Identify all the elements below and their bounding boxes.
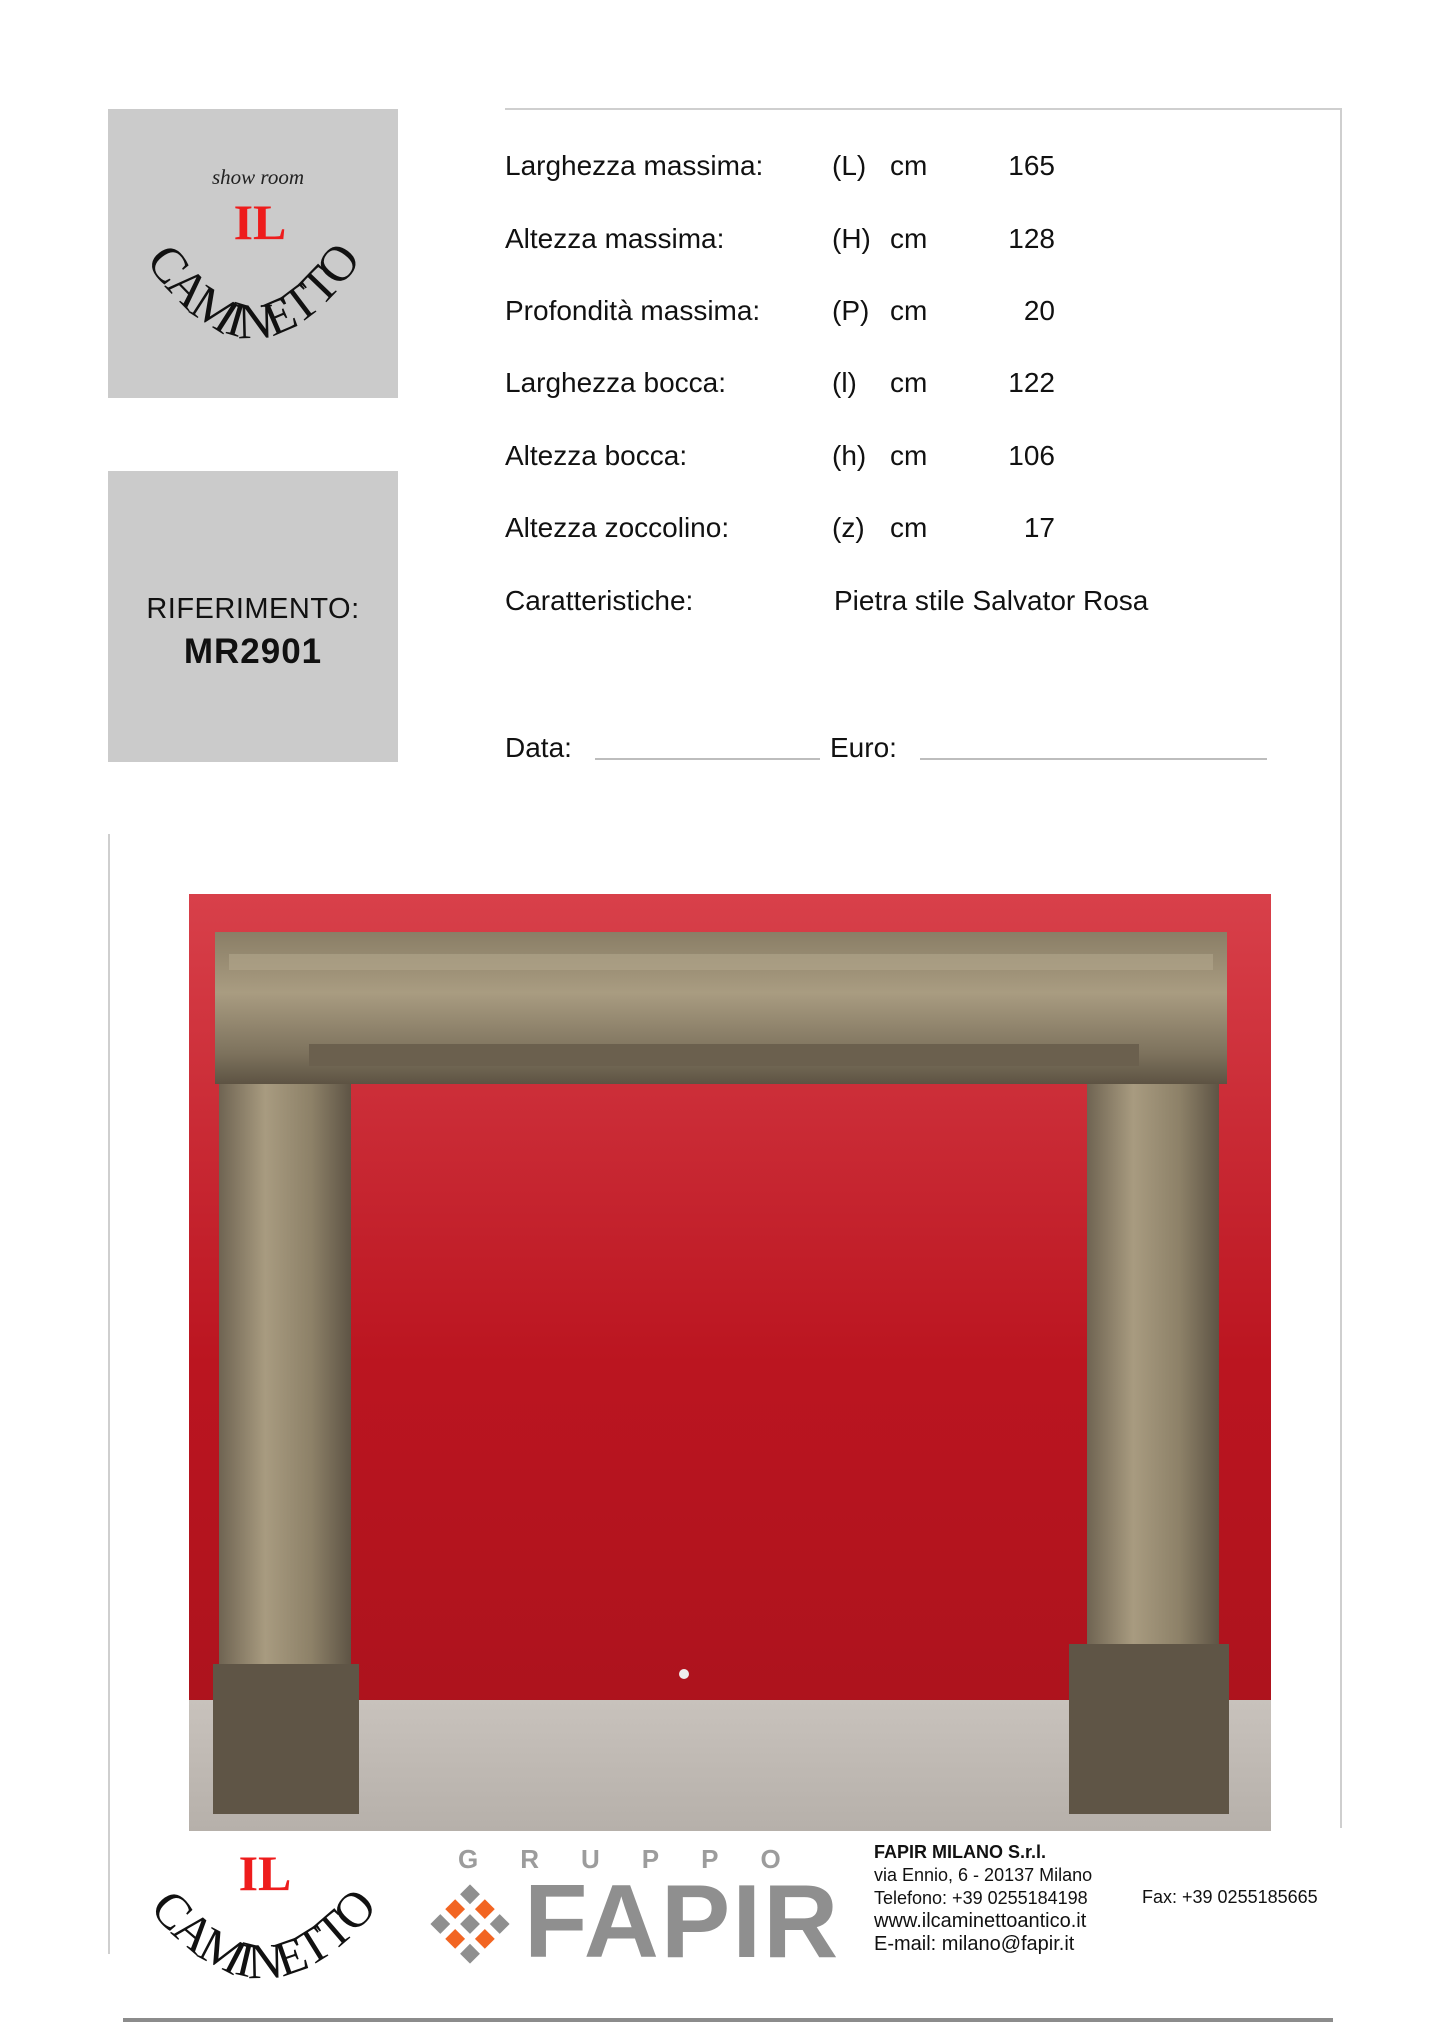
il-caminetto-logo <box>108 109 398 398</box>
showroom-logo-box <box>108 109 398 398</box>
spec-value: 128 <box>1008 223 1055 254</box>
spec-unit: cm <box>890 512 928 543</box>
footer-il-text: IL <box>238 1845 292 1901</box>
bottom-rule <box>123 2018 1333 2022</box>
fireplace-photo <box>189 894 1271 1831</box>
spec-label: Larghezza bocca: <box>505 367 727 398</box>
right-rule <box>1340 108 1342 1828</box>
address: via Ennio, 6 - 20137 Milano <box>874 1865 1093 1885</box>
showroom-text: show room <box>212 165 304 189</box>
il-text: IL <box>233 194 287 250</box>
euro-field[interactable] <box>920 758 1267 760</box>
spec-code: (h) <box>832 440 867 471</box>
spec-unit: cm <box>890 295 928 326</box>
footer-caminetto-text: CAMINETTO <box>140 1878 386 1988</box>
website-link[interactable]: www.ilcaminettoantico.it <box>874 1910 1087 1932</box>
reference-box <box>108 471 398 762</box>
spec-value: 165 <box>1008 150 1055 181</box>
spec-code: (z) <box>832 512 865 543</box>
top-rule <box>505 108 1342 110</box>
features-value: Pietra stile Salvator Rosa <box>834 585 1149 616</box>
caminetto-text: CAMINETTO <box>136 233 370 350</box>
company-name: FAPIR MILANO S.r.l. <box>874 1842 1047 1862</box>
euro-label: Euro: <box>830 732 897 763</box>
spec-label: Altezza bocca: <box>505 440 688 471</box>
date-label: Data: <box>505 732 572 763</box>
gruppo-text: GRUPPO <box>458 1844 823 1874</box>
spec-unit: cm <box>890 367 928 398</box>
features-label: Caratteristiche: <box>505 585 694 616</box>
spec-code: (L) <box>832 150 867 181</box>
spec-value: 106 <box>1008 440 1055 471</box>
reference-label: RIFERIMENTO: <box>146 593 360 625</box>
spec-unit: cm <box>890 440 928 471</box>
reference-code: MR2901 <box>183 632 323 671</box>
spec-code: (H) <box>832 223 871 254</box>
fax: Fax: +39 0255185665 <box>1142 1887 1318 1907</box>
spec-value: 122 <box>1008 367 1055 398</box>
fapir-wordmark: FAPIR <box>524 1864 841 1980</box>
spec-unit: cm <box>890 223 928 254</box>
phone: Telefono: +39 0255184198 <box>874 1888 1088 1908</box>
spec-value: 17 <box>1023 512 1055 543</box>
spec-unit: cm <box>890 150 928 181</box>
footer-logo <box>118 1838 408 1993</box>
spec-label: Larghezza massima: <box>505 150 764 181</box>
spec-label: Profondità massima: <box>505 295 761 326</box>
spec-code: (P) <box>832 295 870 326</box>
fapir-diamond-icon <box>428 1882 512 1971</box>
date-field[interactable] <box>595 758 820 760</box>
spec-code: (l) <box>832 367 857 398</box>
email-link[interactable]: E-mail: milano@fapir.it <box>874 1933 1075 1955</box>
left-rule <box>108 834 110 1954</box>
spec-label: Altezza massima: <box>505 223 725 254</box>
contact-block <box>874 1841 1092 1956</box>
spec-label: Altezza zoccolino: <box>505 512 730 543</box>
spec-value: 20 <box>1023 295 1055 326</box>
